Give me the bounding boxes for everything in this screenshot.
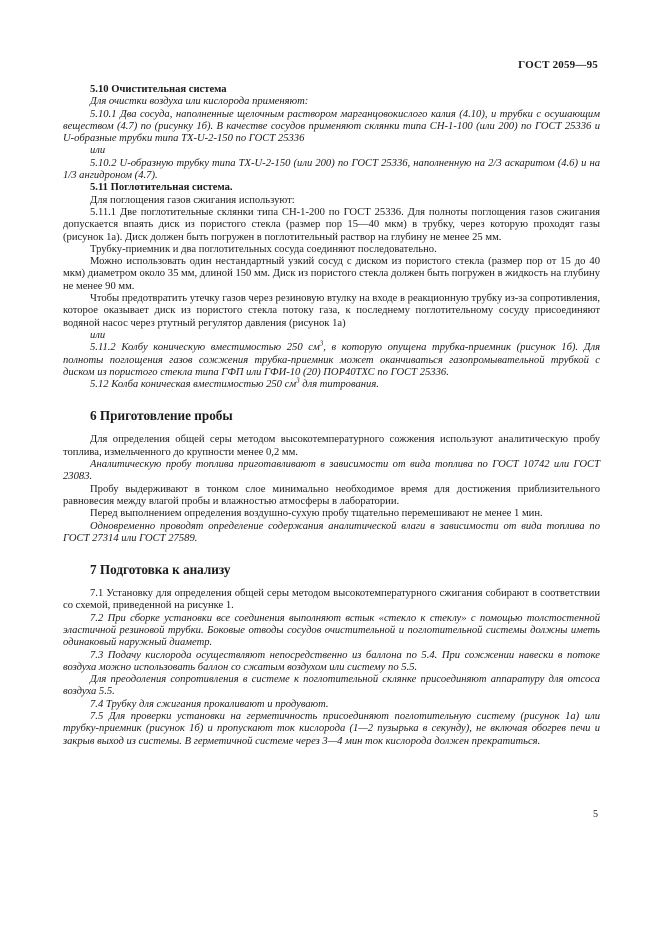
section-5-11-title: 5.11 Поглотительная система.	[90, 182, 233, 194]
document-body	[63, 84, 600, 748]
document-code: ГОСТ 2059—95	[518, 59, 598, 71]
section-5-10-1: 5.10.1 Два сосуда, наполненные щелочным раствором марганцовокислого калия (4.10), и трубки с осушающим веществом (4.7) по (рисунку 1б). В качестве сосудов применяют склянки типа СН-1-100 (или 200) по ГОСТ 25336 и U-образные трубки типа ТХ-U-2-150 по ГОСТ 25336	[63, 108, 600, 145]
section-5-11-or: или	[90, 329, 106, 341]
section-6-p4: Перед выполнением определения воздушно-сухую пробу тщательно перемешивают не менее 1 мин.	[90, 508, 543, 520]
section-6-p3: Пробу выдерживают в тонком слое минимально необходимое время для достижения приблизительного равновесия между влагой пробы и влажностью атмосферы в лаборатории.	[63, 483, 600, 507]
cubic-superscript: 3	[319, 339, 324, 348]
section-5-11-2-text-a: 5.11.2 Колбу коническую вместимостью 250 см	[90, 342, 320, 354]
section-5-10-intro: Для очистки воздуха или кислорода применяют:	[90, 96, 309, 108]
section-5-12-text-b: для титрования.	[299, 379, 379, 391]
page-number: 5	[593, 809, 598, 820]
section-5-11-2	[63, 339, 601, 379]
section-5-11-2-text-b: , в которую опущена трубка-приемник (рисунок 1б). Для полноты поглощения газов сожжения трубка-приемник может оканчиваться газопромывательной трубкой с диском из пористого стекла типа ГФП или ГФИ-10 (20) ПОР40ТХС по ГОСТ 25336.	[63, 342, 601, 378]
section-5-11-p2: Трубку-приемник и два поглотительных сосуда соединяют последовательно.	[90, 243, 437, 255]
section-5-12-text-a: 5.12 Колба коническая вместимостью 250 см	[90, 379, 297, 391]
section-6-p1: Для определения общей серы методом высокотемпературного сожжения используют аналитическую пробу топлива, измельченного до крупности менее 0,2 мм.	[63, 434, 600, 458]
section-7-heading: 7 Подготовка к анализу	[90, 562, 231, 578]
section-7-3-p2: Для преодоления сопротивления в системе к поглотительной склянке присоединяют аппаратуру для отсоса воздуха 5.5.	[63, 674, 600, 698]
section-6-heading: 6 Приготовление пробы	[90, 408, 233, 424]
section-7-2: 7.2 При сборке установки все соединения выполняют встык «стекло к стеклу» с помощью толстостенной эластичной резиновой трубки. Боковые отводы сосудов очистительной и поглотительной системы должны иметь одинаковый наружный диаметр.	[63, 612, 600, 649]
section-7-4: 7.4 Трубку для сжигания прокаливают и продувают.	[90, 698, 329, 710]
section-5-10-2: 5.10.2 U-образную трубку типа ТХ-U-2-150 (или 200) по ГОСТ 25336, наполненную на 2/3 аскаритом (4.6) и на 1/3 ангидроном (4.7).	[63, 157, 600, 182]
section-7-3: 7.3 Подачу кислорода осуществляют непосредственно из баллона по 5.4. При сожжении навески в потоке воздуха можно использовать баллон со сжатым воздухом или систему по 5.5.	[63, 649, 600, 673]
section-5-11-p3: Можно использовать один нестандартный узкий сосуд с диском из пористого стекла (размер пор от 15 до 40 мкм) диаметром около 35 мм, длиной 150 мм. Диск из пористого стекла должен быть погружен в жидкость на глубину не менее 90 мм.	[63, 256, 600, 292]
section-5-12	[63, 376, 600, 391]
section-5-10-or: или	[90, 145, 106, 157]
cubic-superscript: 3	[296, 376, 300, 385]
section-5-11-1: 5.11.1 Две поглотительные склянки типа СН-1-200 по ГОСТ 25336. Для полноты поглощения газов сжигания допускается впаять диск из пористого стекла (размер пор 15—40 мкм) в трубку, через которую проходят газы (рисунок 1а). Диск должен быть погружен в поглотительный раствор на глубину не менее 25 мм.	[63, 206, 600, 243]
section-7-5: 7.5 Для проверки установки на герметичность присоединяют поглотительную систему (рисунок 1а) или трубку-приемник (рисунок 1б) и пропускают ток кислорода (1—2 пузырька в секунду), не включая обогрев печи и закрыв выход из системы. В герметичной системе через 3—4 мин ток кислорода должен прекратиться.	[63, 711, 600, 747]
section-5-10-title: 5.10 Очистительная система	[90, 84, 227, 95]
section-5-11-intro: Для поглощения газов сжигания используют:	[90, 194, 295, 206]
section-6-p2: Аналитическую пробу топлива приготавливают в зависимости от вида топлива по ГОСТ 10742 или ГОСТ 23083.	[63, 459, 600, 483]
section-7-1: 7.1 Установку для определения общей серы методом высокотемпературного сжигания собирают в соответствии со схемой, приведенной на рисунке 1.	[63, 588, 600, 612]
section-5-11-p4: Чтобы предотвратить утечку газов через резиновую втулку на входе в реакционную трубку из-за сопротивления, которое оказывает диск из пористого стекла потоку газа, к последнему поглотительному сосуду присоединяют водяной насос через ртутный регулятор давления (рисунок 1а)	[63, 293, 600, 329]
section-6-p5: Одновременно проводят определение содержания аналитической влаги в зависимости от вида топлива по ГОСТ 27314 или ГОСТ 27589.	[63, 520, 600, 544]
